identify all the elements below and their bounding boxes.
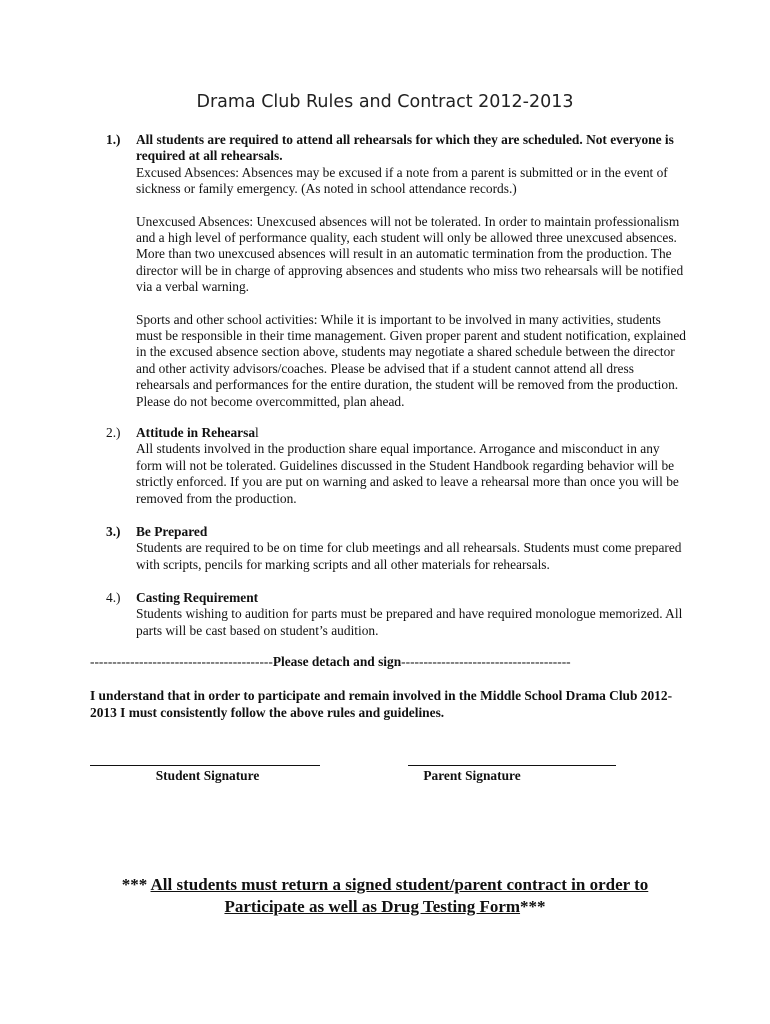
rule-paragraph: Excused Absences: Absences may be excused if a note from a parent is submitted or in the event of sickness or family emergency. (As noted in school attendance records.) [136,164,668,197]
parent-signature-line[interactable] [408,765,616,766]
rule-item-1 [106,132,686,410]
rule-heading: Casting Requirement [136,590,259,605]
notice-prefix: *** [121,875,151,894]
rule-paragraph: Sports and other school activities: While it is important to be involved in many activities, students must be responsible in their time management. Given proper parent and student notification, explained in the excused absence section above, students may negotiate a shared schedule between the director and other activity advisors/coaches. Please be advised that if a student cannot attend all dress rehearsals and performances for the entire duration, the student will be removed from the production. Please do not become overcommitted, plan ahead. [136,311,686,409]
rule-number: 1.) [106,132,121,147]
rule-number: 2.) [106,425,121,440]
rule-paragraph: Unexcused Absences: Unexcused absences will not be tolerated. In order to maintain professionalism and a high level of performance quality, each student will only be allowed three unexcused absences. More than two unexcused absences will result in an automatic termination from the production. The director will be in charge of approving absences and students who miss two rehearsals will be notified via a verbal warning. [136,213,684,295]
detach-line [90,654,690,670]
rule-item-4 [106,590,686,639]
page-title: Drama Club Rules and Contract 2012-2013 [196,92,574,112]
rule-heading-text: Attitude in Rehearsa [136,425,256,440]
notice-line-2: Participate as well as Drug Testing Form [224,897,521,916]
rule-heading-tail: l [255,425,259,440]
detach-dashes-left: ----------------------------------------- [90,654,273,669]
notice-line-1: All students must return a signed student/parent contract in order to [150,875,649,894]
rule-paragraph: Students are required to be on time for club meetings and all rehearsals. Students must come prepared with scripts, pencils for marking scripts and all other materials for rehearsals. [136,540,682,572]
rule-heading: Be Prepared [136,524,208,539]
detach-dashes-right: -------------------------------------- [401,654,571,669]
rule-item-3 [106,524,686,573]
rule-number: 3.) [106,524,121,539]
student-signature-line[interactable] [90,765,320,766]
parent-signature-label: Parent Signature [423,768,521,783]
notice-suffix: *** [520,897,546,916]
rule-heading: All students are required to attend all rehearsals for which they are scheduled. Not everyone is required at all rehearsals. [136,132,674,164]
rule-item-2 [106,425,686,507]
rule-paragraph: All students involved in the production share equal importance. Arrogance and misconduct in any form will not be tolerated. Guidelines discussed in the Student Handbook regarding behavior will be strictly enforced. If you are put on warning and asked to leave a rehearsal more than once you will be removed from the production. [136,441,679,506]
rule-paragraph: Students wishing to audition for parts must be prepared and have required monologue memorized. All parts will be cast based on student’s audition. [136,606,683,638]
detach-label: Please detach and sign [272,654,402,669]
rule-heading [136,425,686,441]
return-notice [60,874,710,918]
agreement-statement: I understand that in order to participate and remain involved in the Middle School Drama Club 2012-2013 I must consistently follow the above rules and guidelines. [90,688,673,720]
rule-number: 4.) [106,590,121,605]
student-signature-label: Student Signature [155,768,260,783]
